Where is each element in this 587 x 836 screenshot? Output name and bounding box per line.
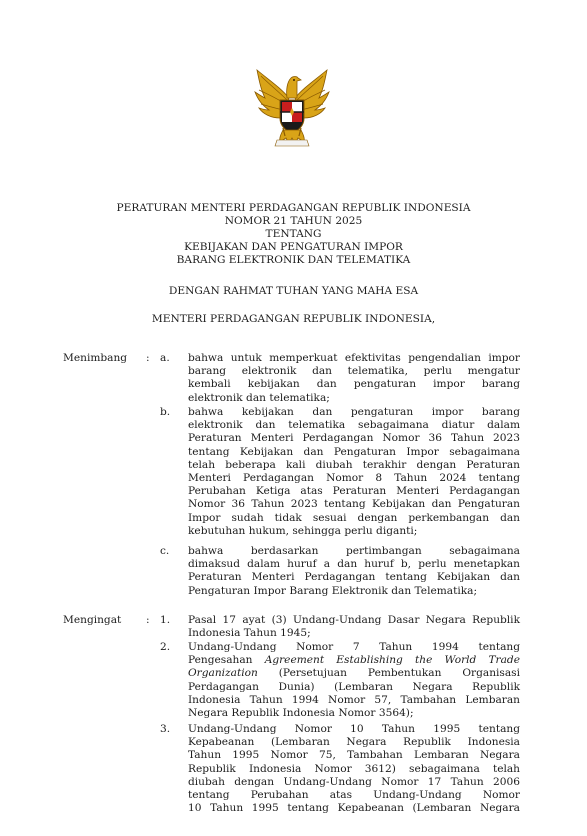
text-line: dimaksud dalam huruf a dan huruf b, perlu menetapkan: [188, 558, 520, 571]
menimbang-marker-c: c.: [160, 545, 170, 557]
mengingat-marker-1: 1.: [160, 614, 171, 626]
text-line-mixed: [188, 667, 520, 680]
text-line: Pasal 17 ayat (3) Undang-Undang Dasar Negara Republik: [188, 614, 520, 626]
menimbang-marker-b: b.: [160, 406, 171, 418]
menimbang-marker-a: a.: [160, 352, 170, 364]
text-line: Impor sudah tidak sesuai dengan perkembangan dan: [188, 511, 520, 524]
text-line: bahwa kebijakan dan pengaturan impor barang: [188, 406, 520, 418]
text-line: Perdagangan Dunia) (Lembaran Negara Republik: [188, 680, 520, 693]
text-line: Undang-Undang Nomor 7 Tahun 1994 tentang: [188, 641, 520, 653]
text-line: Peraturan Menteri Perdagangan Nomor 36 Tahun 2023: [188, 432, 520, 445]
text-line: Indonesia Tahun 1994 Nomor 57, Tambahan Lembaran: [188, 693, 520, 706]
mengingat-label: Mengingat: [63, 614, 122, 626]
text-line-mixed: [188, 654, 520, 667]
text-line: diubah dengan Undang-Undang Nomor 17 Tahun 2006: [188, 775, 520, 788]
regulation-about-label: TENTANG: [265, 228, 322, 240]
text-line: Republik Indonesia Nomor 3612) sebagaimana telah: [188, 762, 520, 775]
regulation-subject-line-2: BARANG ELEKTRONIK DAN TELEMATIKA: [176, 254, 411, 266]
text-line: Indonesia Tahun 1945;: [188, 627, 311, 640]
mengingat-marker-2: 2.: [160, 641, 171, 653]
text-line: tentang Perubahan atas Undang-Undang Nomor: [188, 788, 520, 801]
text-line: Nomor 36 Tahun 2023 tentang Kebijakan dan Pengaturan: [188, 498, 520, 511]
garuda-pancasila-emblem: [253, 68, 331, 150]
mengingat-item-1: [188, 614, 520, 640]
regulation-title: PERATURAN MENTERI PERDAGANGAN REPUBLIK INDONESIA: [116, 202, 471, 214]
menimbang-label: Menimbang: [63, 352, 128, 364]
text-line: kebutuhan hukum, sehingga perlu diganti;: [188, 524, 418, 537]
mengingat-item-2: [188, 641, 520, 720]
text-line: elektronik dan telematika;: [188, 391, 330, 404]
text-line: Negara Republik Indonesia Nomor 3564);: [188, 706, 414, 719]
invocation: DENGAN RAHMAT TUHAN YANG MAHA ESA: [168, 285, 419, 297]
italic-segment: Agreement Establishing the World Trade: [264, 654, 520, 667]
text-line: bahwa berdasarkan pertimbangan sebagaimana: [188, 545, 520, 557]
text-line: elektronik dan telematika sebagaimana diatur dalam: [188, 419, 520, 432]
text-line: kembali kebijakan dan pengaturan impor barang: [188, 378, 520, 391]
text-line: tentang Kebijakan dan Pengaturan Impor sebagaimana: [188, 445, 520, 458]
issuer: MENTERI PERDAGANGAN REPUBLIK INDONESIA,: [151, 313, 436, 325]
mengingat-item-3: [188, 723, 520, 815]
menimbang-colon: :: [146, 352, 150, 364]
text-line: Peraturan Menteri Perdagangan tentang Kebijakan dan: [188, 571, 520, 584]
menimbang-item-b: [188, 406, 520, 538]
text-line: Pengaturan Impor Barang Elektronik dan Telematika;: [188, 584, 478, 597]
text-line: Undang-Undang Nomor 10 Tahun 1995 tentang: [188, 723, 520, 735]
mengingat-marker-3: 3.: [160, 723, 171, 735]
text-segment: Pengesahan: [188, 654, 253, 667]
text-line: telah beberapa kali diubah terakhir dengan Peraturan: [188, 458, 520, 471]
text-line: Kepabeanan (Lembaran Negara Republik Indonesia: [188, 736, 520, 749]
text-line: Menteri Perdagangan Nomor 8 Tahun 2024 tentang: [188, 471, 520, 484]
text-line: Tahun 1995 Nomor 75, Tambahan Lembaran Negara: [188, 749, 520, 762]
text-segment: (Persetujuan Pembentukan Organisasi: [278, 667, 521, 680]
menimbang-item-a: [188, 352, 520, 405]
text-line: Perubahan Ketiga atas Peraturan Menteri Perdagangan: [188, 485, 520, 498]
mengingat-colon: :: [146, 614, 150, 626]
text-line: barang elektronik dan telematika, perlu mengatur: [188, 365, 520, 378]
menimbang-item-c: [188, 545, 520, 598]
italic-segment: Organization: [188, 667, 258, 680]
regulation-subject-line-1: KEBIJAKAN DAN PENGATURAN IMPOR: [184, 241, 403, 253]
text-line: 10 Tahun 1995 tentang Kepabeanan (Lembaran Negara: [188, 802, 520, 815]
regulation-number: NOMOR 21 TAHUN 2025: [224, 215, 363, 227]
text-line: bahwa untuk memperkuat efektivitas pengendalian impor: [188, 352, 520, 364]
